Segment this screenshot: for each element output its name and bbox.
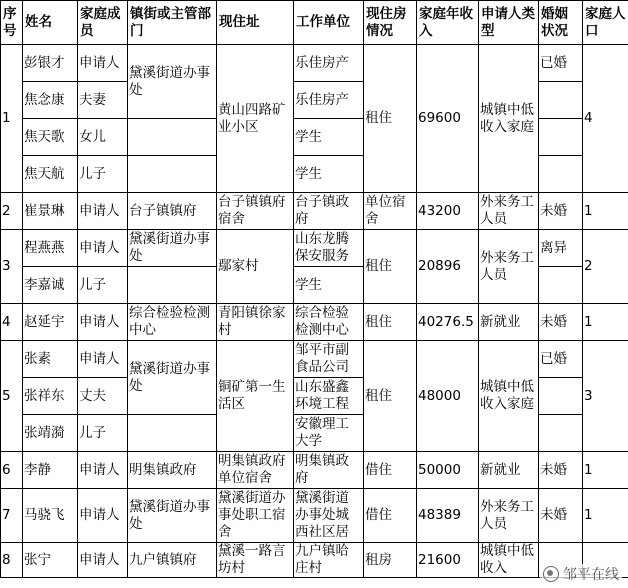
address: 铜矿第一生活区 [217, 341, 294, 452]
work-unit: 山东盛鑫环境工程 [294, 378, 364, 415]
member-dept: 明集镇政府 [128, 452, 217, 489]
work-unit: 学生 [294, 119, 364, 156]
marital-status [539, 415, 583, 452]
row-number: 5 [1, 341, 23, 452]
work-unit: 乐佳房产 [294, 45, 364, 82]
housing-status: 借住 [364, 489, 417, 543]
row-number: 2 [1, 193, 23, 230]
marital-status: 离异 [539, 230, 583, 267]
member-relation: 申请人 [78, 304, 128, 341]
applicant-type: 城镇中低收入 [479, 543, 539, 578]
housing-status: 单位宿舍 [364, 193, 417, 230]
housing-status: 租住 [364, 230, 417, 304]
member-relation: 儿子 [78, 156, 128, 193]
family-population: 1 [583, 489, 628, 543]
row-number: 8 [1, 543, 23, 578]
applicant-type: 外来务工人员 [479, 230, 539, 304]
member-dept [128, 415, 217, 452]
member-name: 彭银才 [23, 45, 78, 82]
member-relation: 申请人 [78, 341, 128, 378]
row-number: 3 [1, 230, 23, 304]
member-dept: 台子镇镇府 [128, 193, 217, 230]
header-no: 序号 [1, 1, 23, 45]
member-relation: 女儿 [78, 119, 128, 156]
family-population: 3 [583, 341, 628, 452]
member-dept: 综合检验检测中心 [128, 304, 217, 341]
member-name: 程燕燕 [23, 230, 78, 267]
family-population: 4 [583, 45, 628, 193]
header-relation: 家庭成员 [78, 1, 128, 45]
member-dept [128, 119, 217, 156]
work-unit: 乐佳房产 [294, 82, 364, 119]
member-relation: 夫妻 [78, 82, 128, 119]
member-name: 崔景琳 [23, 193, 78, 230]
family-population: 1 [583, 452, 628, 489]
table-row [1, 304, 628, 341]
table-row [1, 452, 628, 489]
member-relation: 申请人 [78, 45, 128, 82]
annual-income: 20896 [417, 230, 479, 304]
housing-status: 借住 [364, 452, 417, 489]
member-name: 张靖漪 [23, 415, 78, 452]
address: 黛溪街道办事处职工宿舍 [217, 489, 294, 543]
marital-status [539, 156, 583, 193]
annual-income: 69600 [417, 45, 479, 193]
member-relation: 丈夫 [78, 378, 128, 415]
table-row [1, 230, 628, 267]
table-row [1, 193, 628, 230]
member-name: 张宁 [23, 543, 78, 578]
address: 黛溪一路言坊村 [217, 543, 294, 578]
row-number: 4 [1, 304, 23, 341]
member-dept [128, 267, 217, 304]
watermark [540, 564, 622, 584]
applicant-type: 新就业 [479, 452, 539, 489]
work-unit: 邹平市副食品公司 [294, 341, 364, 378]
marital-status [539, 119, 583, 156]
header-type: 申请人类型 [479, 1, 539, 45]
table-row [1, 45, 628, 82]
member-dept: 黛溪街道办事处 [128, 45, 217, 119]
annual-income: 40276.5 [417, 304, 479, 341]
row-number: 1 [1, 45, 23, 193]
housing-status: 租住 [364, 304, 417, 341]
applicant-type: 外来务工人员 [479, 193, 539, 230]
work-unit: 九户镇哈庄村 [294, 543, 364, 578]
marital-status: 已婚 [539, 341, 583, 378]
marital-status [539, 267, 583, 304]
member-relation: 申请人 [78, 230, 128, 267]
member-relation: 申请人 [78, 543, 128, 578]
marital-status [539, 378, 583, 415]
work-unit: 山东龙腾保安服务 [294, 230, 364, 267]
table-row [1, 489, 628, 543]
work-unit: 台子镇政府 [294, 193, 364, 230]
applicant-type: 新就业 [479, 304, 539, 341]
table-body [1, 45, 628, 578]
marital-status: 未婚 [539, 452, 583, 489]
member-name: 马骁飞 [23, 489, 78, 543]
member-relation: 申请人 [78, 193, 128, 230]
member-name: 李嘉诚 [23, 267, 78, 304]
header-housing: 现住房情况 [364, 1, 417, 45]
member-name: 焦天航 [23, 156, 78, 193]
family-population: 2 [583, 230, 628, 304]
address: 鄢家村 [217, 230, 294, 304]
header-work: 工作单位 [294, 1, 364, 45]
address: 黄山四路矿业小区 [217, 45, 294, 193]
table-row [1, 543, 628, 578]
member-relation: 儿子 [78, 267, 128, 304]
work-unit: 黛溪街道办事处城西社区居 [294, 489, 364, 543]
marital-status: 未婚 [539, 304, 583, 341]
applicant-type: 城镇中低收入家庭 [479, 341, 539, 452]
row-number: 6 [1, 452, 23, 489]
work-unit: 学生 [294, 156, 364, 193]
member-dept: 黛溪街道办事处 [128, 230, 217, 267]
housing-status: 租房 [364, 543, 417, 578]
applicant-type: 城镇中低收入家庭 [479, 45, 539, 193]
address: 青阳镇徐家村 [217, 304, 294, 341]
address: 明集镇政府单位宿舍 [217, 452, 294, 489]
member-dept: 黛溪街道办事处 [128, 341, 217, 415]
header-marital: 婚姻状况 [539, 1, 583, 45]
header-income: 家庭年收入 [417, 1, 479, 45]
family-population: 1 [583, 304, 628, 341]
member-relation: 申请人 [78, 452, 128, 489]
member-relation: 儿子 [78, 415, 128, 452]
marital-status [539, 82, 583, 119]
marital-status: 未婚 [539, 489, 583, 543]
member-name: 焦念康 [23, 82, 78, 119]
member-name: 张祥东 [23, 378, 78, 415]
annual-income: 48389 [417, 489, 479, 543]
member-name: 张素 [23, 341, 78, 378]
header-population: 家庭人口 [583, 1, 628, 45]
header-address: 现住址 [217, 1, 294, 45]
member-name: 焦天歌 [23, 119, 78, 156]
watermark-text: 邹平在线 [563, 567, 619, 583]
member-name: 李静 [23, 452, 78, 489]
member-dept [128, 156, 217, 193]
marital-status: 已婚 [539, 45, 583, 82]
housing-status: 租住 [364, 45, 417, 193]
member-dept: 黛溪街道办事处 [128, 489, 217, 543]
annual-income: 50000 [417, 452, 479, 489]
address: 台子镇镇府宿舍 [217, 193, 294, 230]
annual-income: 21600 [417, 543, 479, 578]
member-relation: 申请人 [78, 489, 128, 543]
header-row [1, 1, 628, 45]
row-number: 7 [1, 489, 23, 543]
work-unit: 学生 [294, 267, 364, 304]
marital-status: 未婚 [539, 193, 583, 230]
family-population: 1 [583, 193, 628, 230]
applicant-type: 外来务工人员 [479, 489, 539, 543]
annual-income: 43200 [417, 193, 479, 230]
annual-income: 48000 [417, 341, 479, 452]
header-dept: 镇街或主管部门 [128, 1, 217, 45]
header-name: 姓名 [23, 1, 78, 45]
work-unit: 明集镇政府 [294, 452, 364, 489]
member-name: 赵延宇 [23, 304, 78, 341]
watermark-logo-icon [543, 566, 559, 582]
member-dept: 九户镇镇府 [128, 543, 217, 578]
table-row [1, 341, 628, 378]
work-unit: 安徽理工大学 [294, 415, 364, 452]
housing-status: 租住 [364, 341, 417, 452]
work-unit: 综合检验检测中心 [294, 304, 364, 341]
